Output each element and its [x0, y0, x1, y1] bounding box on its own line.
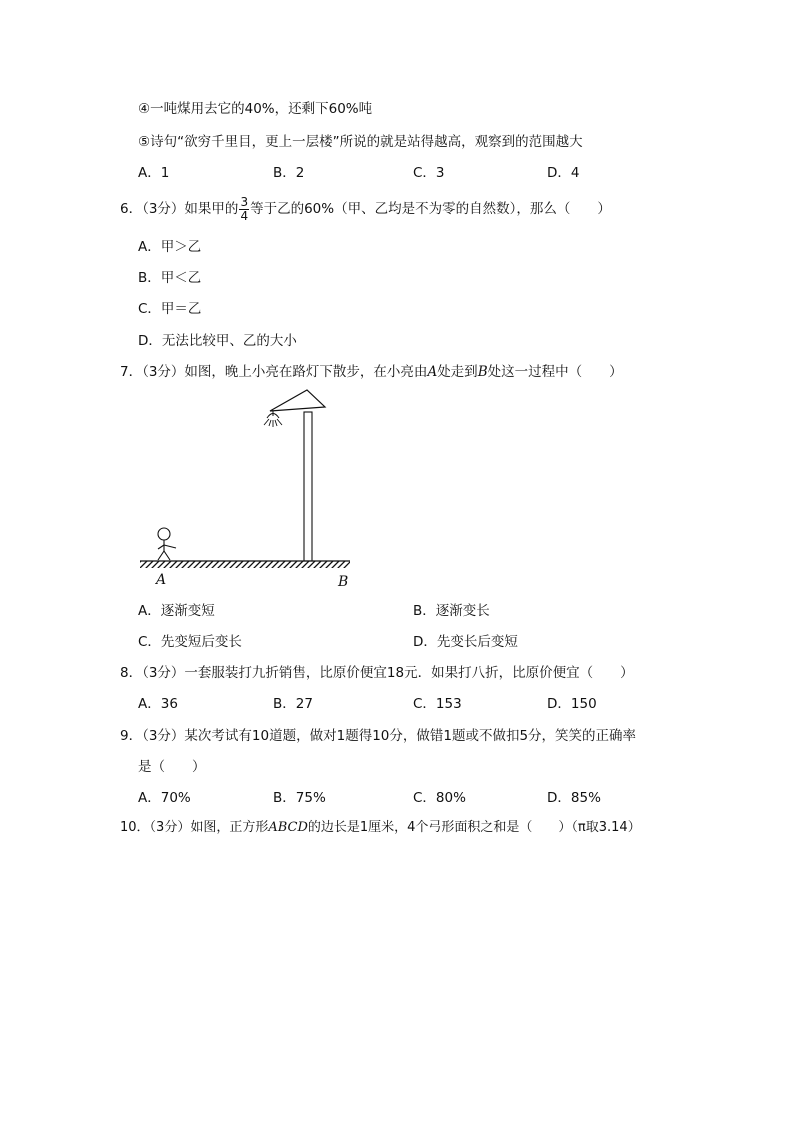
- lamp-pole: [304, 412, 312, 561]
- q7-option-c: C．先变短后变长: [138, 634, 242, 650]
- q8-option-d: D．150: [547, 696, 597, 712]
- q5-statement-5: ⑤诗句“欲穷千里目，更上一层楼”所说的就是站得越高，观察到的范围越大: [138, 134, 583, 150]
- q10-stem-part1: 10．（3分）如图，正方形: [120, 820, 269, 835]
- q10-stem: [120, 818, 641, 838]
- q7-stem-part3: 处这一过程中（ ）: [487, 364, 623, 380]
- q8-option-a: A．36: [138, 696, 178, 712]
- q6-stem-prefix: 6．（3分）如果甲的: [120, 201, 239, 217]
- q5-statement-4: ④一吨煤用去它的40%，还剩下60%吨: [138, 101, 373, 117]
- q6-option-a: A．甲＞乙: [138, 239, 202, 255]
- q9-stem-line-1: 9．（3分）某次考试有10道题，做对1题得10分，做错1题或不做扣5分，笑笑的正确率: [120, 728, 637, 744]
- q9-stem-line-2: 是（ ）: [138, 759, 206, 775]
- q9-option-a: A．70%: [138, 790, 191, 806]
- point-b-label: B: [477, 364, 488, 380]
- q7-stem-part1: 7．（3分）如图，晚上小亮在路灯下散步，在小亮由: [120, 364, 428, 380]
- square-abcd-label: ABCD: [268, 820, 308, 835]
- fraction-three-quarters: [239, 196, 249, 223]
- q7-stem-part2: 处走到: [437, 364, 478, 380]
- lamp-bulb-icon: [264, 411, 282, 427]
- q10-stem-part2: 的边长是1厘米，4个弓形面积之和是（ ）（π取3.14）: [307, 820, 641, 835]
- street-lamp-figure: [135, 388, 360, 593]
- point-a-label: A: [427, 364, 438, 380]
- figure-label-b: B: [338, 574, 349, 590]
- q5-option-c: C．3: [413, 165, 445, 181]
- q6-option-d: D．无法比较甲、乙的大小: [138, 333, 297, 349]
- q7-option-a: A．逐渐变短: [138, 603, 215, 619]
- figure-label-a: A: [156, 572, 167, 588]
- q5-option-b: B．2: [273, 165, 305, 181]
- q8-option-b: B．27: [273, 696, 313, 712]
- q6-stem-suffix: 等于乙的60%（甲、乙均是不为零的自然数），那么（ ）: [250, 201, 611, 217]
- q9-option-c: C．80%: [413, 790, 466, 806]
- q5-option-d: D．4: [547, 165, 580, 181]
- q6-stem: [120, 195, 611, 223]
- q9-option-d: D．85%: [547, 790, 601, 806]
- q5-option-a: A．1: [138, 165, 170, 181]
- fraction-numerator: 3: [240, 194, 249, 209]
- lamp-shade: [270, 390, 325, 411]
- q6-option-c: C．甲＝乙: [138, 301, 202, 317]
- person-icon: [158, 528, 176, 560]
- q8-option-c: C．153: [413, 696, 462, 712]
- q6-option-b: B．甲＜乙: [138, 270, 202, 286]
- fraction-denominator: 4: [240, 208, 249, 223]
- q8-stem: 8．（3分）一套服装打九折销售，比原价便宜18元．如果打八折，比原价便宜（ ）: [120, 665, 634, 681]
- q9-option-b: B．75%: [273, 790, 326, 806]
- q7-option-d: D．先变长后变短: [413, 634, 518, 650]
- q7-option-b: B．逐渐变长: [413, 603, 490, 619]
- q7-stem: [120, 362, 623, 382]
- ground-line: [135, 561, 351, 569]
